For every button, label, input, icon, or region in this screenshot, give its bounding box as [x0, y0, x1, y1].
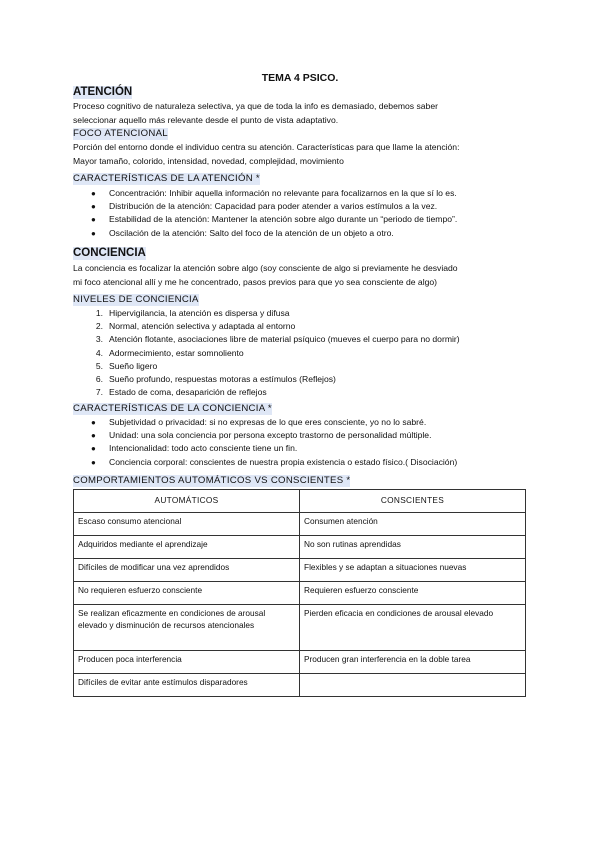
list-item-text: Intencionalidad: todo acto consciente tiene un fin. [109, 443, 298, 454]
list-item-text: Concentración: Inhibir aquella información no relevante para focalizarnos en la que sí lo es. [109, 188, 457, 198]
list-item [73, 442, 533, 455]
list-item [73, 456, 533, 469]
caracteristicas-atencion-list [73, 187, 533, 240]
table-cell: Difíciles de evitar ante estímulos disparadores [74, 674, 300, 697]
list-item-text: Estado de coma, desaparición de reflejos [109, 387, 267, 398]
list-item [73, 307, 533, 320]
table-cell: Difíciles de modificar una vez aprendidos [74, 559, 300, 582]
table-row [74, 651, 526, 674]
list-item [73, 213, 533, 226]
list-number: 4. [95, 347, 103, 358]
list-number: 3. [95, 334, 103, 345]
list-number: 6. [95, 373, 103, 384]
text-line: Proceso cognitivo de naturaleza selectiva, ya que de toda la info es demasiado, debemos saber [73, 101, 438, 111]
column-header-conscientes: CONSCIENTES [300, 490, 526, 513]
table-row [74, 605, 526, 651]
bullet-icon: ● [91, 215, 96, 225]
list-item-text: Distribución de la atención: Capacidad para poder atender a varios estímulos a la vez. [109, 201, 438, 212]
heading-caracteristicas-atencion: CARACTERÍSTICAS DE LA ATENCIÓN * [73, 173, 260, 184]
list-item [73, 373, 533, 386]
list-number: 2. [95, 321, 103, 332]
comportamientos-table [73, 489, 526, 697]
table-cell: Requieren esfuerzo consciente [300, 582, 526, 605]
table-cell: No requieren esfuerzo consciente [74, 582, 300, 605]
text-line: La conciencia es focalizar la atención sobre algo (soy consciente de algo si previamente he desviado [73, 263, 458, 273]
list-item [73, 360, 533, 373]
bullet-icon: ● [91, 444, 96, 454]
list-number: 1. [95, 308, 103, 318]
table-row [74, 559, 526, 582]
list-item-text: Adormecimiento, estar somnoliento [109, 347, 244, 358]
list-item [73, 227, 533, 240]
heading-atencion: ATENCIÓN [73, 86, 133, 98]
document-title: TEMA 4 PSICO. [261, 72, 339, 84]
table-cell: Adquiridos mediante el aprendizaje [74, 536, 300, 559]
heading-caracteristicas-conciencia: CARACTERÍSTICAS DE LA CONCIENCIA * [73, 403, 272, 414]
list-item [73, 200, 533, 213]
conciencia-definition [73, 262, 533, 289]
bullet-icon: ● [91, 457, 96, 467]
table-header-row [74, 490, 526, 513]
list-number: 7. [95, 387, 103, 398]
list-item-text: Oscilación de la atención: Salto del foco de la atención de un objeto a otro. [109, 227, 394, 238]
list-item-text: Normal, atención selectiva y adaptada al entorno [109, 321, 296, 332]
list-item [73, 416, 533, 429]
list-item-text: Sueño ligero [109, 360, 158, 371]
table-row [74, 582, 526, 605]
list-item [73, 386, 533, 399]
table-cell: Consumen atención [300, 513, 526, 536]
bullet-icon: ● [91, 431, 96, 441]
list-item-text: Conciencia corporal: conscientes de nuestra propia existencia o estado físico.( Disociación) [109, 456, 458, 467]
bullet-icon: ● [91, 189, 96, 198]
heading-comportamientos: COMPORTAMIENTOS AUTOMÁTICOS VS CONSCIENTES * [73, 475, 351, 486]
list-item [73, 187, 533, 200]
table-cell: Pierden eficacia en condiciones de arousal elevado [300, 605, 526, 651]
column-header-automaticos: AUTOMÁTICOS [74, 490, 300, 513]
table-cell: Se realizan eficazmente en condiciones de arousal elevado y disminución de recursos atencionales [74, 605, 300, 651]
table-cell: No son rutinas aprendidas [300, 536, 526, 559]
table-cell: Producen poca interferencia [74, 651, 300, 674]
heading-foco-atencional: FOCO ATENCIONAL [73, 128, 168, 139]
list-number: 5. [95, 360, 103, 371]
list-item [73, 320, 533, 333]
niveles-conciencia-list [73, 307, 533, 399]
text-line: seleccionar aquello más relevante desde el punto de vista adaptativo. [73, 114, 339, 125]
caracteristicas-conciencia-list [73, 416, 533, 469]
table-cell: Flexibles y se adaptan a situaciones nuevas [300, 559, 526, 582]
list-item-text: Estabilidad de la atención: Mantener la atención sobre algo durante un “periodo de tiempo”. [109, 214, 458, 225]
list-item-text: Hipervigilancia, la atención es dispersa y difusa [109, 308, 290, 318]
atencion-definition [73, 100, 533, 127]
table-row [74, 513, 526, 536]
heading-conciencia: CONCIENCIA [73, 247, 146, 259]
bullet-icon: ● [91, 202, 96, 212]
list-item-text: Subjetividad o privacidad: si no expresas de lo que eres consciente, yo no lo sabré. [109, 417, 427, 427]
table-cell: Escaso consumo atencional [74, 513, 300, 536]
text-line: Mayor tamaño, colorido, intensidad, novedad, complejidad, movimiento [73, 155, 344, 166]
bullet-icon: ● [91, 228, 96, 238]
table-cell [300, 674, 526, 697]
bullet-icon: ● [91, 418, 96, 427]
list-item [73, 333, 533, 346]
list-item [73, 429, 533, 442]
list-item-text: Atención flotante, asociaciones libre de material psíquico (mueves el cuerpo para no dormir) [109, 334, 460, 345]
table-row [74, 674, 526, 697]
text-line: Porción del entorno donde el individuo centra su atención. Características para que llame la atención: [73, 142, 460, 152]
table-row [74, 536, 526, 559]
list-item [73, 347, 533, 360]
table-cell: Producen gran interferencia en la doble tarea [300, 651, 526, 674]
foco-definition [73, 141, 533, 168]
list-item-text: Sueño profundo, respuestas motoras a estímulos (Reflejos) [109, 373, 336, 384]
heading-niveles-conciencia: NIVELES DE CONCIENCIA [73, 294, 199, 305]
list-item-text: Unidad: una sola conciencia por persona excepto trastorno de personalidad múltiple. [109, 430, 432, 441]
text-line: mi foco atencional allí y me he concentrado, pasos previos para que yo sea consciente de algo) [73, 276, 438, 287]
